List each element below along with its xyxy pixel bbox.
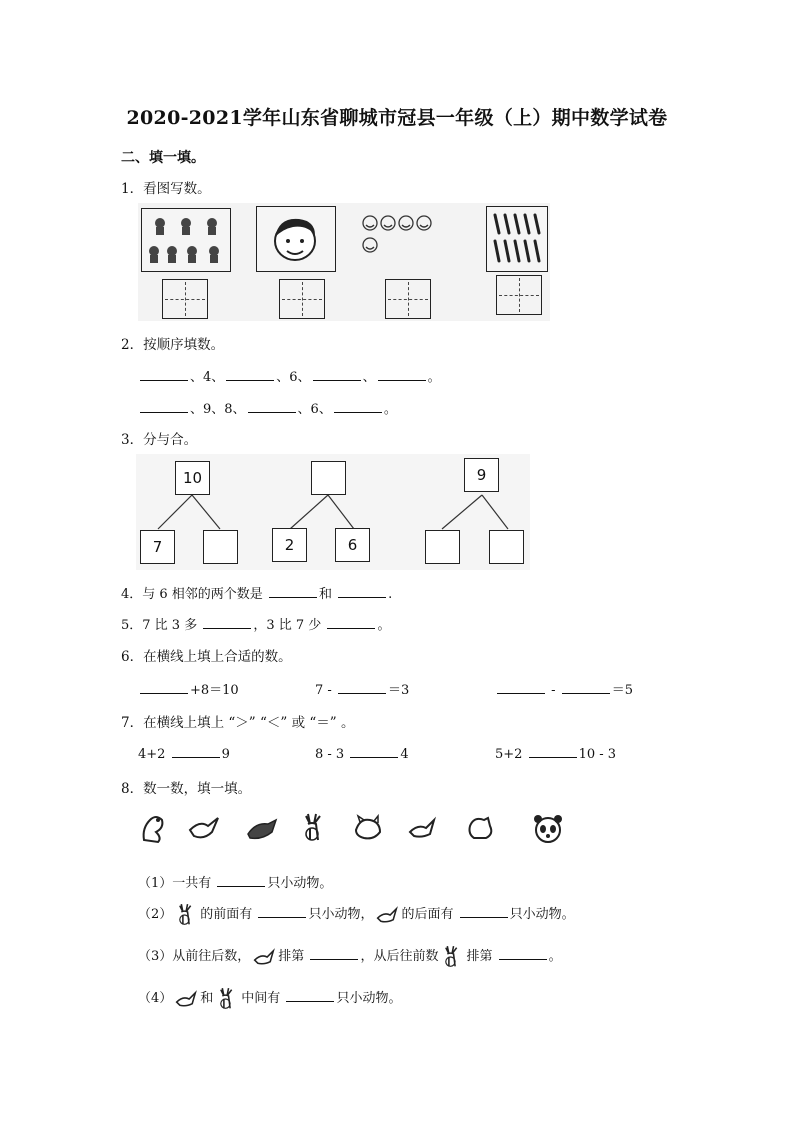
deer-icon xyxy=(213,984,241,1014)
birds-icon xyxy=(142,209,230,271)
blank[interactable] xyxy=(497,681,545,694)
dog-icon xyxy=(464,810,500,846)
question-6: 6．在横线上填上合适的数。 xyxy=(121,649,292,665)
birds-picture xyxy=(141,208,231,272)
blank[interactable] xyxy=(313,368,361,381)
blank[interactable] xyxy=(248,400,296,413)
text: 和 xyxy=(318,587,332,602)
text: 排第 xyxy=(466,949,493,964)
blank[interactable] xyxy=(338,681,386,694)
section-heading: 二、填一填。 xyxy=(121,150,205,166)
text: 10 - 3 xyxy=(578,747,617,762)
blank[interactable] xyxy=(140,681,188,694)
feathers-picture xyxy=(486,206,548,272)
text: - xyxy=(551,683,556,698)
blank[interactable] xyxy=(217,874,265,887)
question-4 xyxy=(121,583,392,602)
blank[interactable] xyxy=(310,947,358,960)
question-1: 1．看图写数。 xyxy=(121,181,211,197)
compare-1 xyxy=(138,745,230,762)
feather-icon xyxy=(487,207,547,271)
blank[interactable] xyxy=(334,400,382,413)
blank[interactable] xyxy=(378,368,426,381)
pigeon-icon xyxy=(244,810,280,846)
blank[interactable] xyxy=(529,745,577,758)
answer-box-3[interactable] xyxy=(385,279,431,319)
tree3-left[interactable] xyxy=(425,530,460,564)
question-7: 7．在横线上填上 “＞” “＜” 或 “＝” 。 xyxy=(121,715,355,731)
fox-icon xyxy=(350,810,386,846)
tree1-right[interactable] xyxy=(203,530,238,564)
blank[interactable] xyxy=(140,400,188,413)
deer-icon xyxy=(172,900,200,930)
page-title: 2020-2021学年山东省聊城市冠县一年级（上）期中数学试卷 xyxy=(126,107,668,129)
text: 、4、 xyxy=(190,370,225,385)
text: 的前面有 xyxy=(200,907,253,922)
text: （3）从前往后数， xyxy=(138,949,251,964)
text: 和 xyxy=(200,991,214,1006)
text: 的后面有 xyxy=(401,907,454,922)
blank[interactable] xyxy=(338,585,386,598)
tree2-left: 2 xyxy=(272,528,307,562)
blank[interactable] xyxy=(172,745,220,758)
split-combine-panel xyxy=(136,454,530,570)
text: 8 - 3 xyxy=(315,747,345,762)
compare-2 xyxy=(315,745,409,762)
text: 排第 xyxy=(278,949,305,964)
text: ，3 比 7 少 xyxy=(253,618,322,633)
blank[interactable] xyxy=(350,745,398,758)
text: ＝3 xyxy=(387,683,410,698)
blank[interactable] xyxy=(499,947,547,960)
blank[interactable] xyxy=(460,905,508,918)
bird-icon xyxy=(373,900,401,930)
question-8-part-1 xyxy=(138,872,332,891)
question-5 xyxy=(121,614,390,633)
text: 。 xyxy=(383,402,397,417)
text: 9 xyxy=(221,747,230,762)
tree1-left: 7 xyxy=(140,530,175,564)
panda-icon xyxy=(530,810,566,846)
text: ，从后往前数 xyxy=(360,949,439,964)
blank[interactable] xyxy=(562,681,610,694)
question-8: 8．数一数，填一填。 xyxy=(121,781,252,797)
text: 。 xyxy=(377,618,391,633)
text: （1）一共有 xyxy=(138,876,212,891)
text: ＝5 xyxy=(611,683,633,698)
dove-icon xyxy=(186,810,222,846)
smileys-picture xyxy=(360,211,446,257)
text: （4） xyxy=(138,991,173,1006)
animal-row xyxy=(136,810,576,854)
tree2-right: 6 xyxy=(335,528,370,562)
text: 4．与 6 相邻的两个数是 xyxy=(121,587,263,602)
blank[interactable] xyxy=(226,368,274,381)
deer-icon xyxy=(296,810,332,846)
text: 。 xyxy=(427,370,441,385)
text: +8＝10 xyxy=(190,683,239,698)
picture-count-panel xyxy=(138,203,550,321)
question-3: 3．分与合。 xyxy=(121,432,198,448)
face-icon xyxy=(257,207,335,271)
boy-face-picture xyxy=(256,206,336,272)
deer-icon xyxy=(438,942,466,972)
text: 5．7 比 3 多 xyxy=(121,618,198,633)
text: 只小动物。 xyxy=(336,991,402,1006)
blank[interactable] xyxy=(269,585,317,598)
text: 、6、 xyxy=(297,402,332,417)
blank[interactable] xyxy=(203,616,251,629)
tree3-top: 9 xyxy=(464,458,499,492)
tree3-right[interactable] xyxy=(489,530,524,564)
question-2: 2．按顺序填数。 xyxy=(121,337,225,353)
text: 4+2 xyxy=(138,747,166,762)
blank[interactable] xyxy=(140,368,188,381)
smiley-icon xyxy=(360,211,446,257)
text: 、6、 xyxy=(276,370,311,385)
text: 5+2 xyxy=(495,747,523,762)
text: 只小动物。 xyxy=(267,876,333,891)
blank[interactable] xyxy=(327,616,375,629)
text: 7 - xyxy=(315,683,332,698)
equation-1 xyxy=(138,679,239,698)
question-8-part-3 xyxy=(138,940,562,974)
text: 。 xyxy=(548,949,562,964)
blank[interactable] xyxy=(258,905,306,918)
question-8-part-4 xyxy=(138,982,401,1016)
compare-3 xyxy=(495,745,616,762)
text: 4 xyxy=(400,747,409,762)
bird-icon xyxy=(250,942,278,972)
blank[interactable] xyxy=(286,989,334,1002)
text: 只小动物， xyxy=(308,907,374,922)
equation-3 xyxy=(495,679,633,698)
tree1-top: 10 xyxy=(175,461,210,495)
text: 、9、8、 xyxy=(190,402,246,417)
answer-box-1[interactable] xyxy=(162,279,208,319)
tree2-top[interactable] xyxy=(311,461,346,495)
squirrel-icon xyxy=(136,810,172,846)
bird-icon xyxy=(404,810,440,846)
text: 只小动物。 xyxy=(509,907,575,922)
answer-box-2[interactable] xyxy=(279,279,325,319)
sequence-row-1 xyxy=(138,366,441,385)
sequence-row-2 xyxy=(138,398,397,417)
text: 、 xyxy=(362,370,376,385)
answer-box-4[interactable] xyxy=(496,275,542,315)
question-8-part-2 xyxy=(138,898,575,932)
bird-icon xyxy=(172,984,200,1014)
text: 中间有 xyxy=(241,991,281,1006)
equation-2 xyxy=(315,679,409,698)
text: （2） xyxy=(138,907,173,922)
text: . xyxy=(388,587,393,602)
